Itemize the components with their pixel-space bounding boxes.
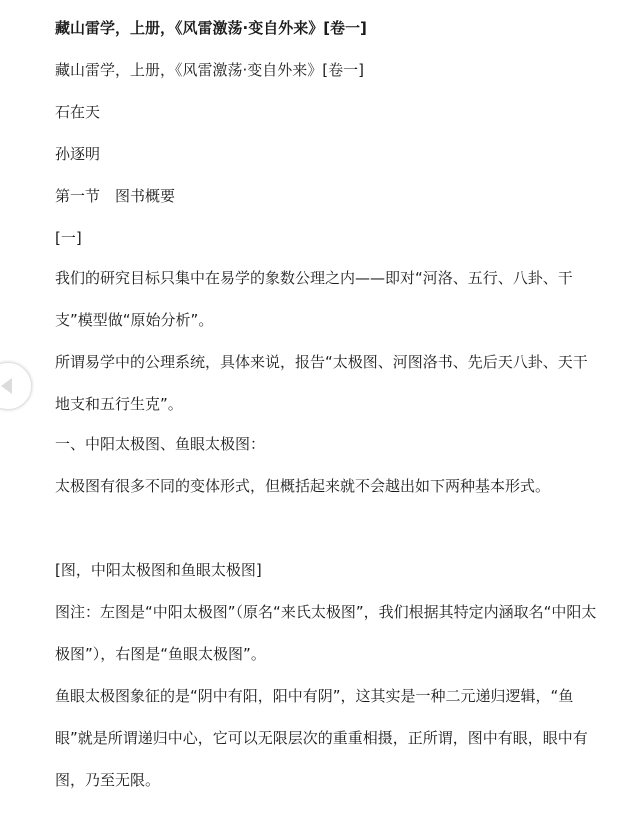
paragraph-1: 我们的研究目标只集中在易学的象数公理之内——即对“河洛、五行、八卦、干支”模型做“原始分析”。 — [55, 269, 573, 329]
paragraph-3: 太极图有很多不同的变体形式，但概括起来就不会越出如下两种基本形式。 — [55, 477, 551, 495]
author-line-2: 孙逐明 — [55, 145, 101, 163]
heading-1: 一、中阳太极图、鱼眼太极图： — [55, 435, 266, 453]
page-back-button[interactable] — [0, 362, 32, 410]
figure-placeholder: [图，中阳太极图和鱼眼太极图] — [55, 561, 262, 579]
section-marker: [一] — [55, 229, 82, 247]
paragraph-2: 所谓易学中的公理系统，具体来说，报告“太极图、河图洛书、先后天八卦、天干地支和五行生克”。 — [55, 353, 588, 413]
section-heading: 第一节 图书概要 — [55, 187, 176, 205]
paragraph-4: 鱼眼太极图象征的是“阴中有阳，阳中有阴”，这其实是一种二元递归逻辑，“鱼眼”就是所谓递归中心，它可以无限层次的重重相摄，正所谓，图中有眼，眼中有图，乃至无限。 — [55, 687, 588, 789]
document-subtitle: 藏山雷学，上册，《风雷激荡·变自外来》[卷一] — [55, 61, 364, 79]
figure-caption: 图注：左图是“中阳太极图”（原名“来氏太极图”，我们根据其特定内涵取名“中阳太极图”），右图是“鱼眼太极图”。 — [55, 603, 597, 663]
author-line-1: 石在天 — [55, 103, 101, 121]
document-title: 藏山雷学，上册，《风雷激荡·变自外来》[卷一] — [55, 19, 367, 37]
chevron-left-icon — [1, 378, 12, 394]
